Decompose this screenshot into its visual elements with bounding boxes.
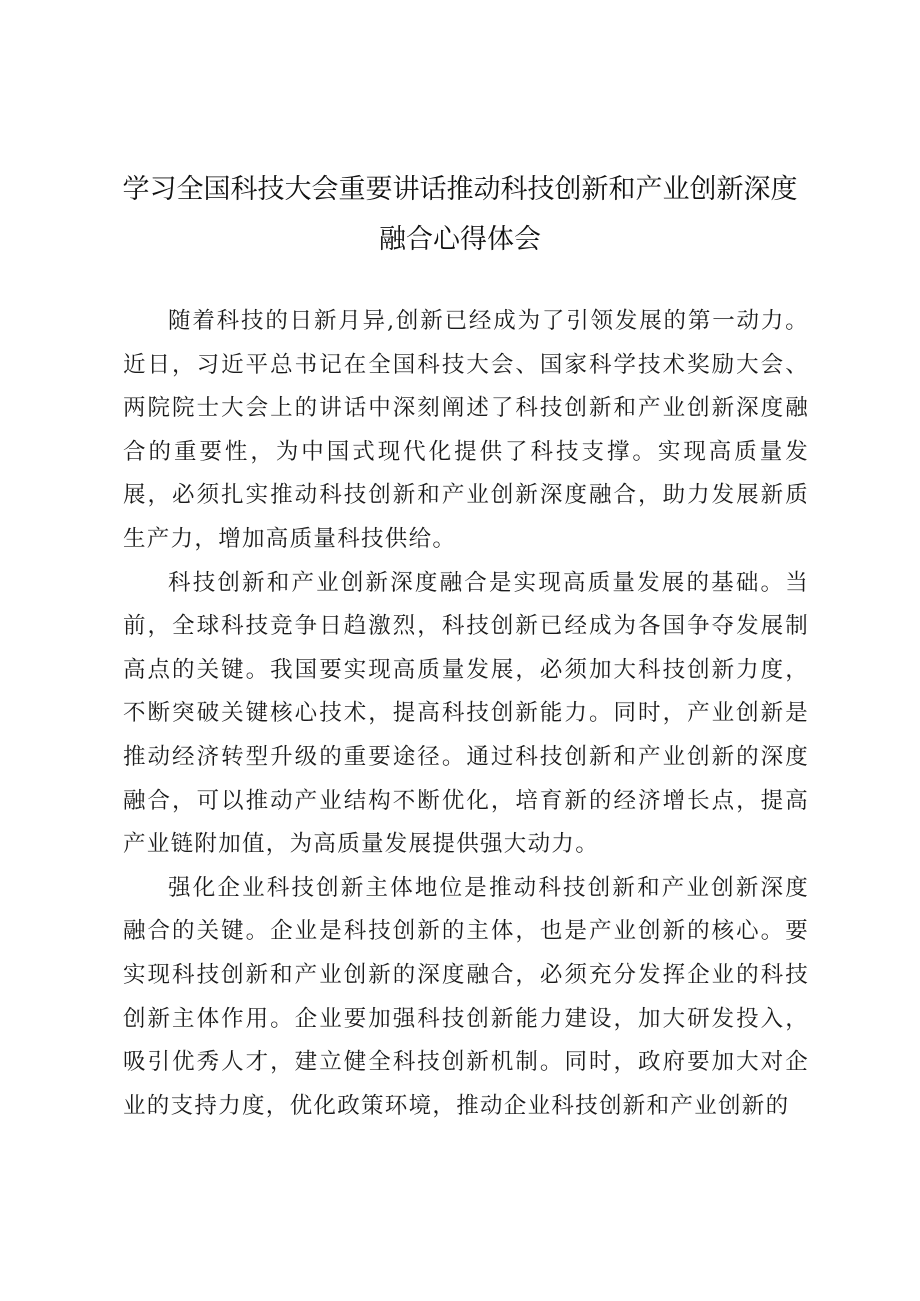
paragraph-enterprise: 强化企业科技创新主体地位是推动科技创新和产业创新深度融合的关键。企业是科技创新的主体，也是产业创新的核心。要实现科技创新和产业创新的深度融合，必须充分发挥企业的科技创新主体作用。企业要加强科技创新能力建设，加大研发投入，吸引优秀人才，建立健全科技创新机制。同时，政府要加大对企业的支持力度，优化政策环境，推动企业科技创新和产业创新的 [123,874,809,1119]
paragraph-intro: 随着科技的日新月异,创新已经成为了引领发展的第一动力。近日，习近平总书记在全国科技大会、国家科学技术奖励大会、两院院士大会上的讲话中深刻阐述了科技创新和产业创新深度融合的重要性，为中国式现代化提供了科技支撑。实现高质量发展，必须扎实推动科技创新和产业创新深度融合，助力发展新质生产力，增加高质量科技供给。 [123,308,809,552]
document-title: 学习全国科技大会重要讲话推动科技创新和产业创新深度融合心得体会 [122,174,798,255]
paragraph-foundation: 科技创新和产业创新深度融合是实现高质量发展的基础。当前，全球科技竞争日趋激烈，科技创新已经成为各国争夺发展制高点的关键。我国要实现高质量发展，必须加大科技创新力度，不断突破关键核心技术，提高科技创新能力。同时，产业创新是推动经济转型升级的重要途径。通过科技创新和产业创新的深度融合，可以推动产业结构不断优化，培育新的经济增长点，提高产业链附加值，为高质量发展提供强大动力。 [123,569,809,858]
document-body [123,300,809,1128]
